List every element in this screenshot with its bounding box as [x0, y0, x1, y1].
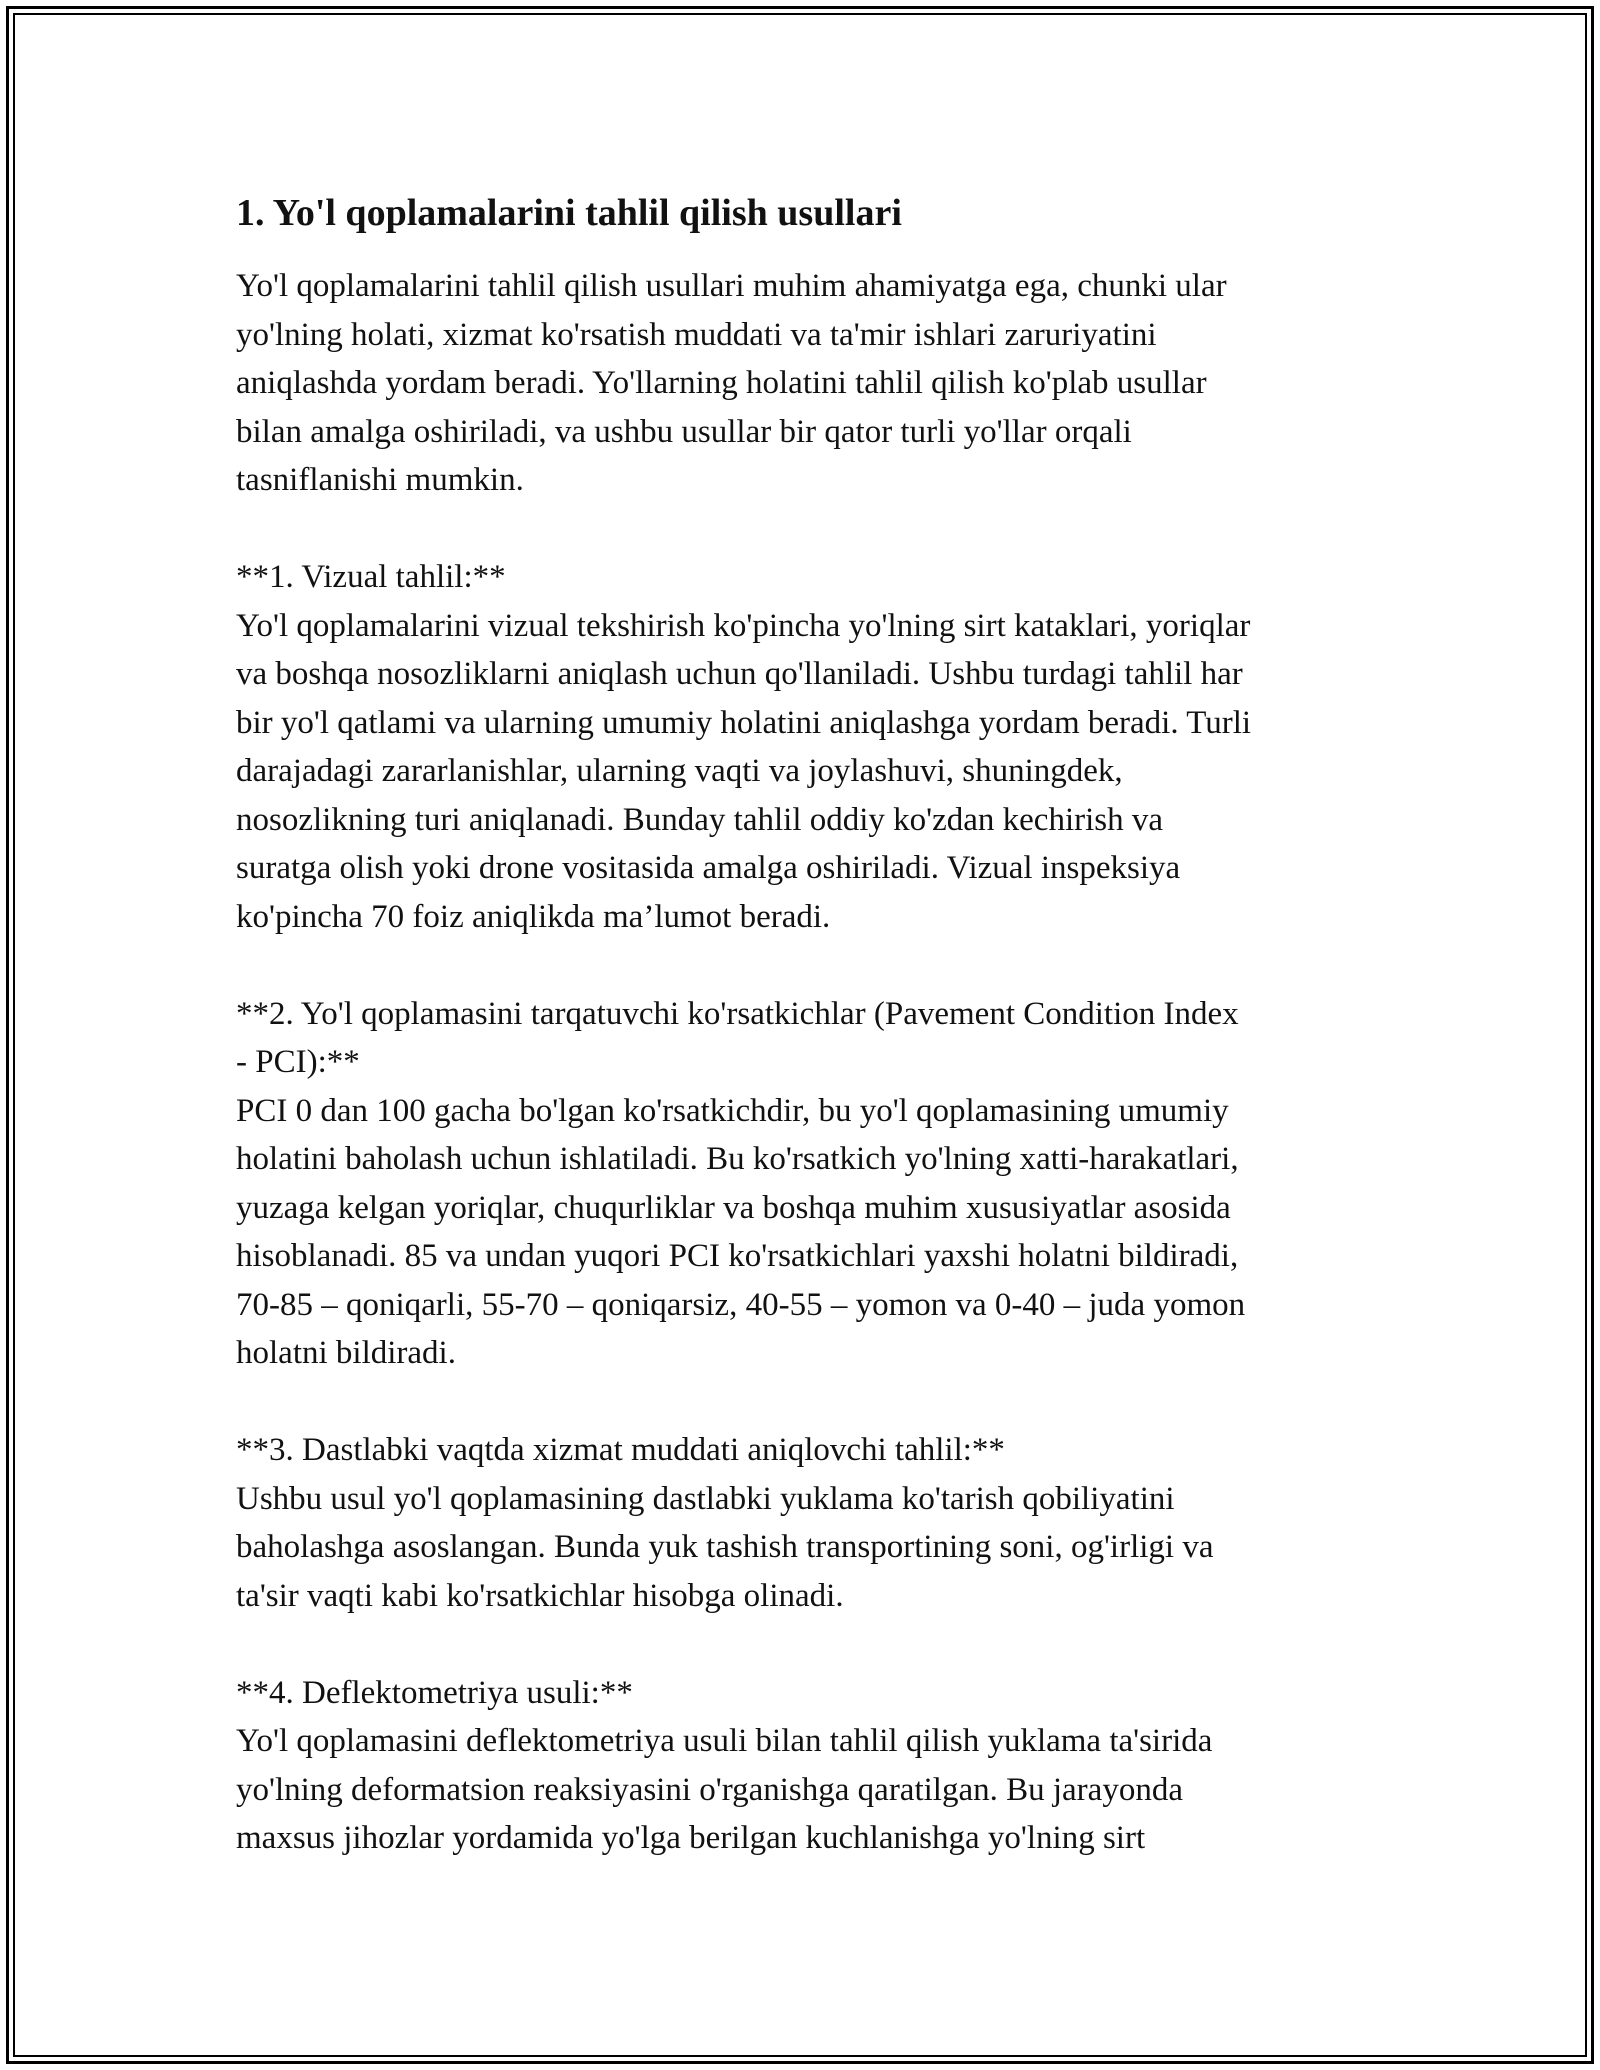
section-pci	[236, 990, 1376, 1378]
section-deflectometry	[236, 1669, 1376, 1863]
section-visual-analysis	[236, 553, 1376, 941]
section-initial-service-life	[236, 1426, 1376, 1620]
section-heading: **3. Dastlabki vaqtda xizmat muddati aniqlovchi tahlil:**	[236, 1432, 1005, 1468]
document-title: 1. Yo'l qoplamalarini tahlil qilish usullari	[236, 192, 902, 234]
section-heading: **2. Yo'l qoplamasini tarqatuvchi ko'rsatkichlar (Pavement Condition Index - PCI):**	[236, 995, 1239, 1080]
section-heading: **4. Deflektometriya usuli:**	[236, 1674, 633, 1711]
paragraph-spacer	[236, 505, 1376, 554]
paragraph-spacer	[236, 1620, 1376, 1669]
section-body: Yo'l qoplamalarini vizual tekshirish ko'pincha yo'lning sirt kataklari, yoriqlar va boshqa nosozliklarni aniqlash uchun qo'llaniladi. Ushbu turdagi tahlil har bir yo'l qatlami va ularning umumiy holatini aniqlashga yordam beradi. Turli darajadagi zararlanishlar, ularning vaqti va joylashuvi, shuningdek, nosozlikning turi aniqlanadi. Bunday tahlil oddiy ko'zdan kechirish va suratga olish yoki drone vositasida amalga oshiriladi. Vizual inspeksiya ko'pincha 70 foiz aniqlikda ma’lumot beradi.	[236, 607, 1252, 935]
section-body: Yo'l qoplamasini deflektometriya usuli bilan tahlil qilish yuklama ta'sirida yo'lning deformatsion reaksiyasini o'rganishga qaratilgan. Bu jarayonda maxsus jihozlar yordamida yo'lga berilgan kuchlanishga yo'lning sirt	[236, 1723, 1213, 1856]
document-body	[236, 190, 1376, 1863]
section-heading: **1. Vizual tahlil:**	[236, 559, 506, 595]
intro-paragraph: Yo'l qoplamalarini tahlil qilish usullari muhim ahamiyatga ega, chunki ular yo'lning holati, xizmat ko'rsatish muddati va ta'mir ishlari zaruriyatini aniqlashda yordam beradi. Yo'llarning holatini tahlil qilish ko'plab usullar bilan amalga oshiriladi, va ushbu usullar bir qator turli yo'llar orqali tasniflanishi mumkin.	[236, 268, 1227, 498]
section-body: PCI 0 dan 100 gacha bo'lgan ko'rsatkichdir, bu yo'l qoplamasining umumiy holatini baholash uchun ishlatiladi. Bu ko'rsatkich yo'lning xatti-harakatlari, yuzaga kelgan yoriqlar, chuqurliklar va boshqa muhim xususiyatlar asosida hisoblanadi. 85 va undan yuqori PCI ko'rsatkichlari yaxshi holatni bildiradi, 70-85 – qoniqarli, 55-70 – qoniqarsiz, 40-55 – yomon va 0-40 – juda yomon holatni bildiradi.	[236, 1092, 1246, 1371]
section-body: Ushbu usul yo'l qoplamasining dastlabki yuklama ko'tarish qobiliyatini baholashga asoslangan. Bunda yuk tashish transportining soni, og'irligi va ta'sir vaqti kabi ko'rsatkichlar hisobga olinadi.	[236, 1480, 1214, 1614]
paragraph-spacer	[236, 1378, 1376, 1427]
paragraph-spacer	[236, 941, 1376, 990]
